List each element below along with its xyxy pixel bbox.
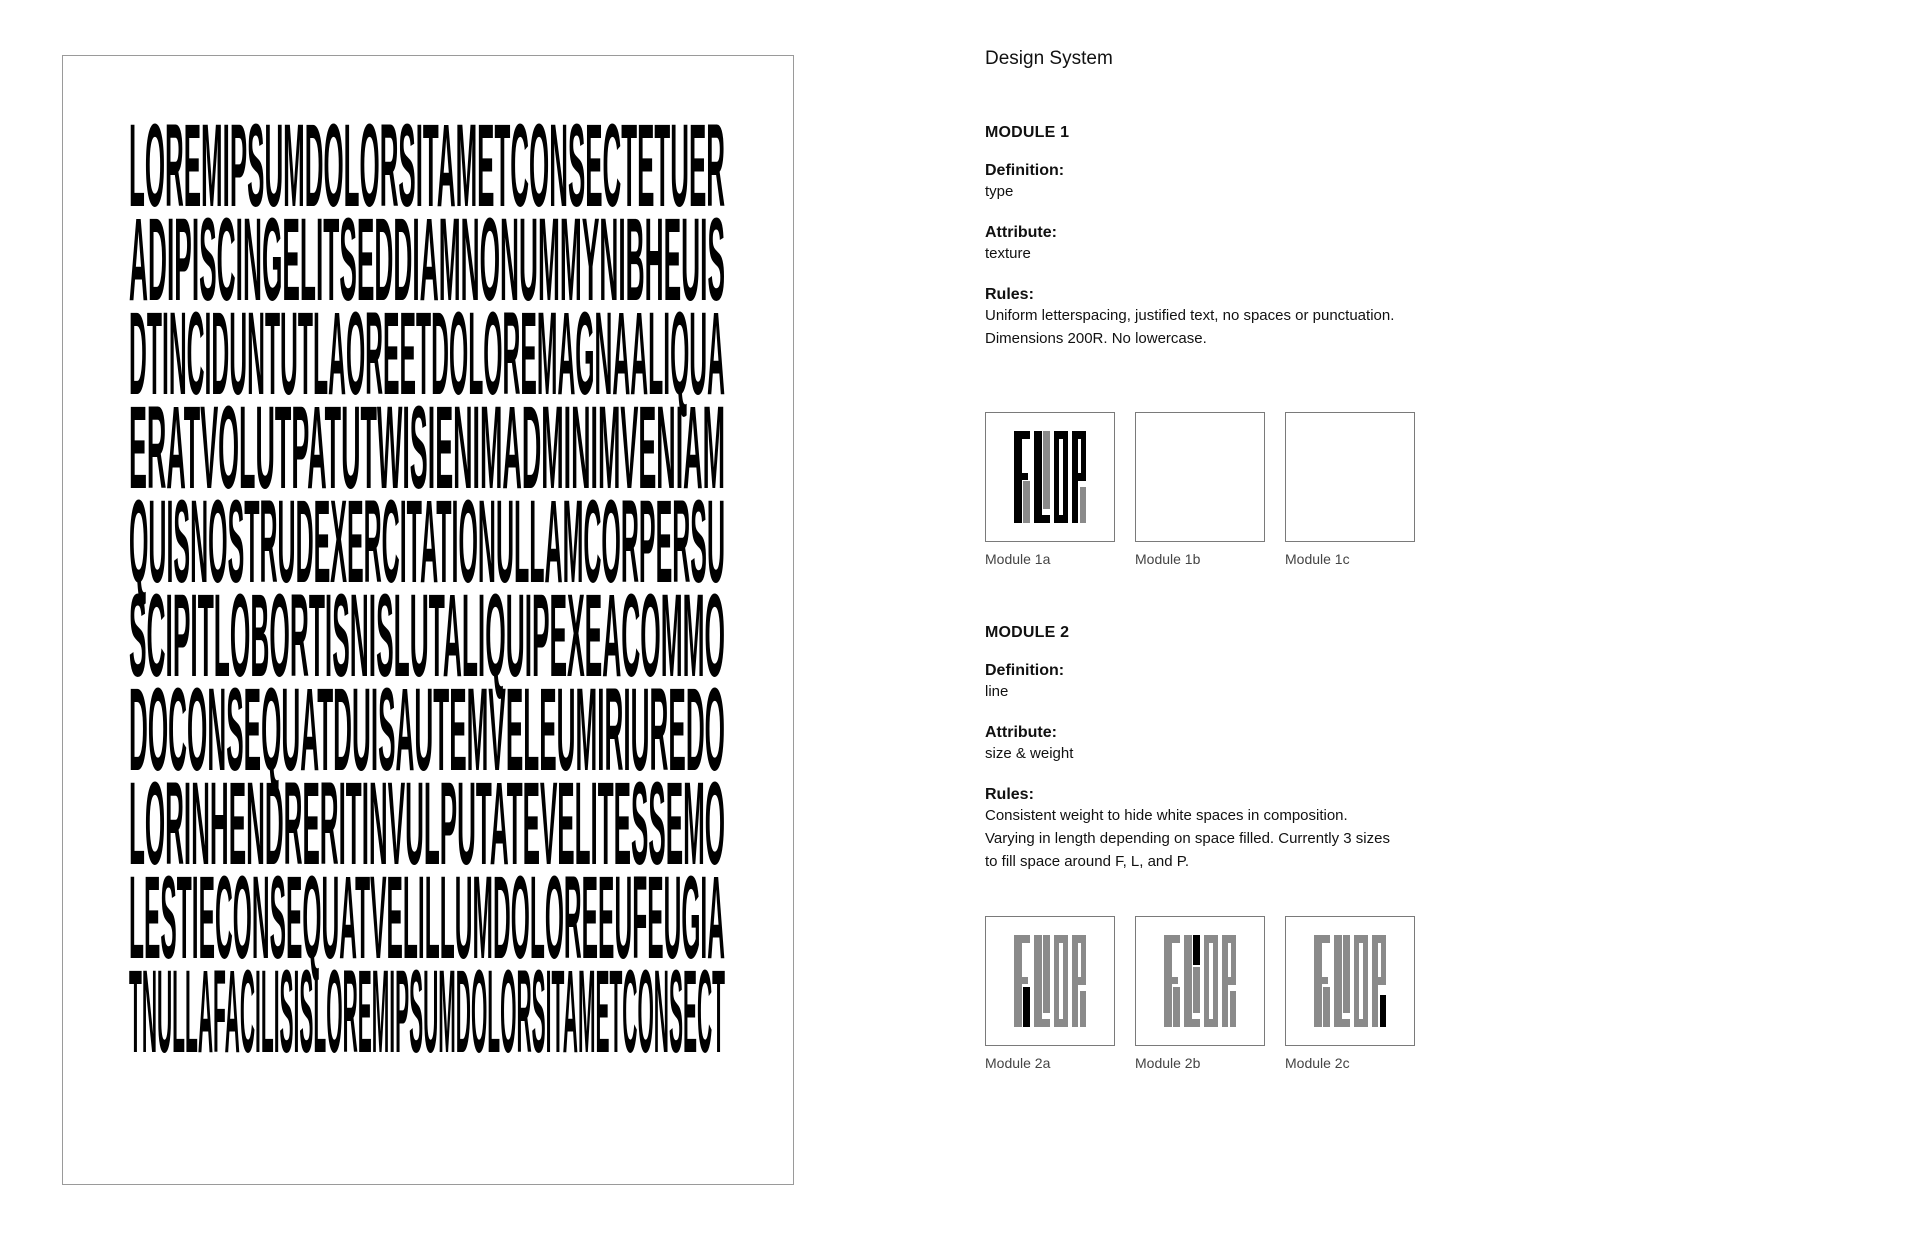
attribute-value: size & weight [985, 745, 1074, 762]
poster-row-text: LOREMIPSUMDOLORSITAMETCONSECTETUER [129, 100, 725, 232]
poster-text-block [129, 100, 725, 1078]
attribute-label: Attribute: [985, 724, 1057, 741]
swatch-caption: Module 1a [985, 551, 1051, 567]
swatch-box [1135, 916, 1265, 1046]
poster-row-text: ERATVOLUTPATUTWISIENIMADMINIMVENIAM [129, 382, 725, 514]
swatch-box [985, 412, 1115, 542]
swatch-module-2c [1285, 916, 1415, 1071]
rules-text-line: Dimensions 200R. No lowercase. [985, 330, 1207, 347]
definition-value: line [985, 683, 1009, 700]
swatch-box [1285, 916, 1415, 1046]
module-2-heading: MODULE 2 [985, 624, 1070, 641]
swatch-box [1285, 412, 1415, 542]
flop-glyph-icon [1014, 431, 1086, 523]
flop-glyph-icon [1164, 935, 1236, 1027]
flop-glyph-icon [1314, 935, 1386, 1027]
swatch-box [985, 916, 1115, 1046]
poster-row-text: ADIPISCINGELITSEDDIAMNONUMMYNIBHEUIS [129, 194, 725, 326]
flop-glyph-icon [1014, 935, 1086, 1027]
rules-label: Rules: [985, 786, 1034, 803]
rules-text-line: Consistent weight to hide white spaces in composition. [985, 807, 1348, 824]
swatch-module-1c [1285, 412, 1415, 567]
module-2-section [985, 624, 1485, 873]
definition-value: type [985, 183, 1014, 200]
module-1-section [985, 124, 1485, 350]
poster-row-text: LORINHENDRERITINVULPUTATEVELITESSEMO [129, 758, 725, 890]
swatch-module-1b [1135, 412, 1265, 567]
poster-row-text: TNULLAFACILISISLOREMIPSUMDOLORSITAMETCONSECT [129, 946, 725, 1078]
poster-row-text: LESTIECONSEQUATVELILLUMDOLOREEUFEUGIA [129, 852, 725, 984]
swatch-caption: Module 2b [1135, 1055, 1201, 1071]
poster-row-text: SCIPITLOBORTISNISLUTALIQUIPEXEACOMMO [129, 570, 725, 702]
rules-label: Rules: [985, 286, 1034, 303]
poster-row-text: QUISNOSTRUDEXERCITATIONULLAMCORPERSU [129, 476, 725, 608]
swatch-module-1a [985, 412, 1115, 567]
rules-text-line: to fill space around F, L, and P. [985, 853, 1190, 870]
module-2-swatches [985, 916, 1415, 1071]
swatch-caption: Module 1b [1135, 551, 1201, 567]
attribute-label: Attribute: [985, 224, 1057, 241]
swatch-caption: Module 2a [985, 1055, 1051, 1071]
swatch-module-2b [1135, 916, 1265, 1071]
module-1-heading: MODULE 1 [985, 124, 1070, 141]
attribute-value: texture [985, 245, 1031, 262]
poster-artwork [62, 55, 794, 1185]
rules-text-line: Uniform letterspacing, justified text, no spaces or punctuation. [985, 307, 1395, 324]
page-title: Design System [985, 48, 1113, 69]
swatch-module-2a [985, 916, 1115, 1071]
poster-row-text: DOCONSEQUATDUISAUTEMVELEUMIRIUREDO [129, 664, 725, 796]
poster-row-text: DTINCIDUNTUTLAOREETDOLOREMAGNAALIQUA [129, 288, 725, 420]
swatch-box [1135, 412, 1265, 542]
rules-text-line: Varying in length depending on space filled. Currently 3 sizes [985, 830, 1390, 847]
poster-row [129, 946, 725, 1078]
definition-label: Definition: [985, 662, 1065, 679]
module-1-swatches [985, 412, 1415, 567]
swatch-caption: Module 1c [1285, 551, 1350, 567]
definition-label: Definition: [985, 162, 1065, 179]
swatch-caption: Module 2c [1285, 1055, 1350, 1071]
